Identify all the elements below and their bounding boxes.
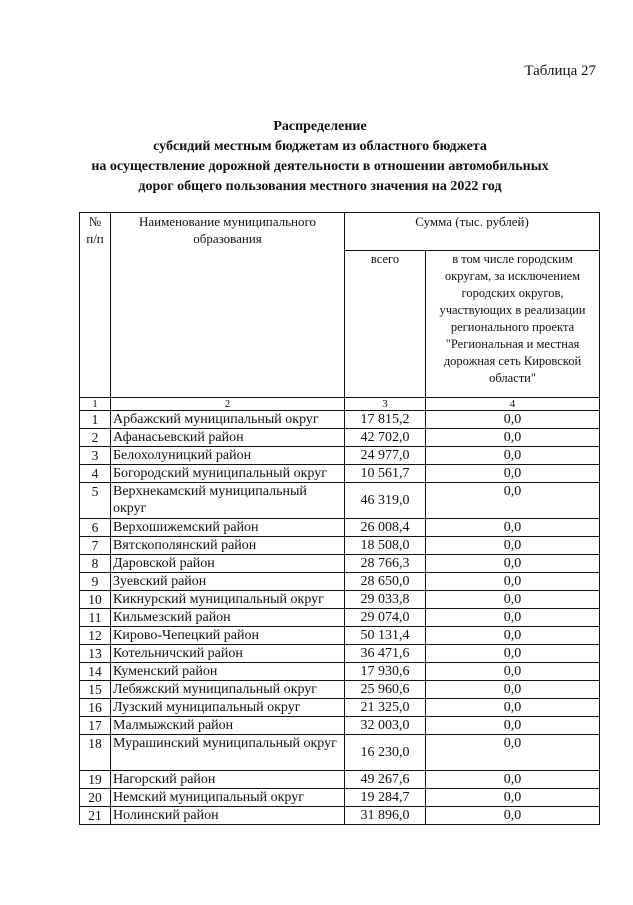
row-incl: 0,0 — [426, 699, 600, 717]
table-row — [80, 483, 600, 519]
row-total: 25 960,6 — [345, 681, 426, 699]
row-total: 19 284,7 — [345, 789, 426, 807]
row-total: 21 325,0 — [345, 699, 426, 717]
table-row — [80, 807, 600, 825]
table-row — [80, 681, 600, 699]
title-line: субсидий местным бюджетам из областного бюджета — [153, 139, 487, 154]
table-row — [80, 717, 600, 735]
row-number: 13 — [80, 645, 111, 663]
row-total: 16 230,0 — [345, 735, 426, 771]
row-number: 1 — [80, 411, 111, 429]
row-name: Верхнекамский муниципальный округ — [111, 483, 345, 519]
header-total: всего — [345, 251, 426, 398]
row-total: 42 702,0 — [345, 429, 426, 447]
column-index: 3 — [345, 398, 426, 411]
table-row — [80, 663, 600, 681]
table-row — [80, 519, 600, 537]
row-number: 9 — [80, 573, 111, 591]
row-name: Белохолуницкий район — [111, 447, 345, 465]
row-incl: 0,0 — [426, 789, 600, 807]
row-name: Афанасьевский район — [111, 429, 345, 447]
row-incl: 0,0 — [426, 429, 600, 447]
row-name: Зуевский район — [111, 573, 345, 591]
row-number: 4 — [80, 465, 111, 483]
row-incl: 0,0 — [426, 573, 600, 591]
row-name: Кикнурский муниципальный округ — [111, 591, 345, 609]
row-name: Верхошижемский район — [111, 519, 345, 537]
table-row — [80, 699, 600, 717]
row-name: Нолинский район — [111, 807, 345, 825]
title-line: дорог общего пользования местного значения на 2022 год — [138, 179, 502, 194]
column-index: 2 — [111, 398, 345, 411]
row-total: 46 319,0 — [345, 483, 426, 519]
row-number: 2 — [80, 429, 111, 447]
row-number: 7 — [80, 537, 111, 555]
row-total: 49 267,6 — [345, 771, 426, 789]
header-name: Наименование муниципального образования — [111, 213, 345, 398]
row-total: 31 896,0 — [345, 807, 426, 825]
row-number: 20 — [80, 789, 111, 807]
row-total: 36 471,6 — [345, 645, 426, 663]
row-incl: 0,0 — [426, 717, 600, 735]
row-incl: 0,0 — [426, 663, 600, 681]
row-incl: 0,0 — [426, 591, 600, 609]
row-number: 12 — [80, 627, 111, 645]
row-incl: 0,0 — [426, 465, 600, 483]
row-number: 8 — [80, 555, 111, 573]
row-total: 17 815,2 — [345, 411, 426, 429]
table-row — [80, 465, 600, 483]
row-name: Нагорский район — [111, 771, 345, 789]
row-total: 10 561,7 — [345, 465, 426, 483]
subsidy-table — [79, 212, 600, 825]
row-total: 29 033,8 — [345, 591, 426, 609]
row-incl: 0,0 — [426, 645, 600, 663]
row-incl: 0,0 — [426, 681, 600, 699]
table-row — [80, 771, 600, 789]
row-number: 14 — [80, 663, 111, 681]
row-total: 32 003,0 — [345, 717, 426, 735]
row-number: 18 — [80, 735, 111, 771]
table-row — [80, 447, 600, 465]
row-incl: 0,0 — [426, 609, 600, 627]
row-number: 10 — [80, 591, 111, 609]
row-name: Лебяжский муниципальный округ — [111, 681, 345, 699]
row-total: 17 930,6 — [345, 663, 426, 681]
row-incl: 0,0 — [426, 735, 600, 771]
row-name: Арбажский муниципальный округ — [111, 411, 345, 429]
row-incl: 0,0 — [426, 627, 600, 645]
row-incl: 0,0 — [426, 555, 600, 573]
table-row — [80, 555, 600, 573]
row-incl: 0,0 — [426, 771, 600, 789]
row-name: Мурашинский муниципальный округ — [111, 735, 345, 771]
row-incl: 0,0 — [426, 519, 600, 537]
row-total: 29 074,0 — [345, 609, 426, 627]
row-number: 17 — [80, 717, 111, 735]
row-incl: 0,0 — [426, 411, 600, 429]
row-incl: 0,0 — [426, 807, 600, 825]
row-name: Немский муниципальный округ — [111, 789, 345, 807]
column-index: 4 — [426, 398, 600, 411]
row-name: Куменский район — [111, 663, 345, 681]
column-index: 1 — [80, 398, 111, 411]
row-number: 11 — [80, 609, 111, 627]
table-row — [80, 627, 600, 645]
row-name: Кильмезский район — [111, 609, 345, 627]
table-row — [80, 645, 600, 663]
row-number: 19 — [80, 771, 111, 789]
header-incl: в том числе городским округам, за исключением городских округов, участвующих в реализации регионального проекта "Региональная и местная дорожная сеть Кировской области" — [426, 251, 600, 398]
title-line: на осуществление дорожной деятельности в отношении автомобильных — [91, 159, 549, 174]
row-name: Котельничский район — [111, 645, 345, 663]
row-incl: 0,0 — [426, 537, 600, 555]
table-row — [80, 735, 600, 771]
title-line: Распределение — [273, 119, 367, 134]
row-name: Малмыжский район — [111, 717, 345, 735]
header-sum: Сумма (тыс. рублей) — [345, 213, 600, 251]
row-number: 15 — [80, 681, 111, 699]
table-row — [80, 789, 600, 807]
row-name: Вятскополянский район — [111, 537, 345, 555]
row-number: 16 — [80, 699, 111, 717]
row-number: 3 — [80, 447, 111, 465]
row-number: 5 — [80, 483, 111, 519]
row-name: Богородский муниципальный округ — [111, 465, 345, 483]
row-total: 24 977,0 — [345, 447, 426, 465]
table-row — [80, 591, 600, 609]
table-row — [80, 609, 600, 627]
table-number: Таблица 27 — [524, 63, 596, 79]
header-num: № п/п — [80, 213, 111, 398]
row-name: Даровской район — [111, 555, 345, 573]
row-number: 6 — [80, 519, 111, 537]
row-name: Кирово-Чепецкий район — [111, 627, 345, 645]
document-title — [80, 117, 560, 197]
table-row — [80, 573, 600, 591]
table-row — [80, 537, 600, 555]
row-incl: 0,0 — [426, 483, 600, 519]
row-total: 28 650,0 — [345, 573, 426, 591]
table-row — [80, 411, 600, 429]
row-name: Лузский муниципальный округ — [111, 699, 345, 717]
row-total: 50 131,4 — [345, 627, 426, 645]
row-total: 18 508,0 — [345, 537, 426, 555]
table-row — [80, 429, 600, 447]
row-incl: 0,0 — [426, 447, 600, 465]
row-total: 26 008,4 — [345, 519, 426, 537]
row-number: 21 — [80, 807, 111, 825]
row-total: 28 766,3 — [345, 555, 426, 573]
